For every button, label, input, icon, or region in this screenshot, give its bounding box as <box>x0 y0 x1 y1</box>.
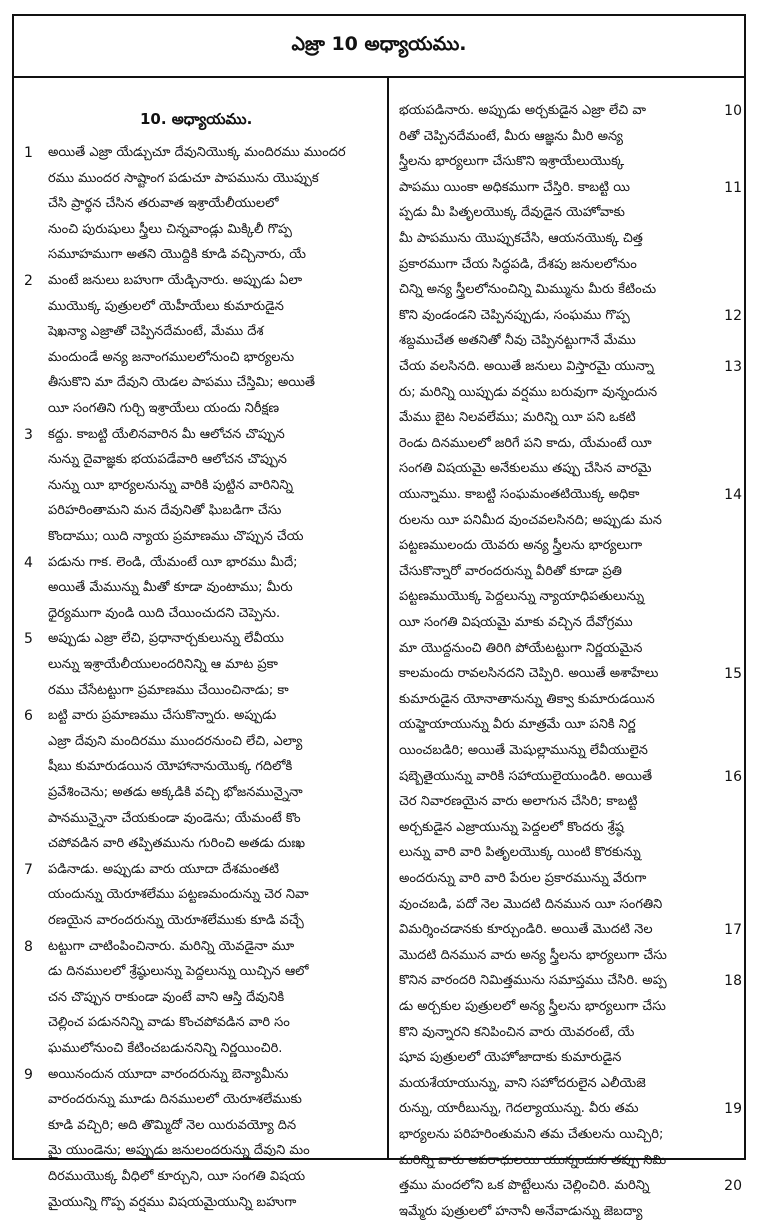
text-line: యీ సంగతిని గుర్చి ఇశ్రాయేలు యందు నిరీక్షణ <box>48 401 280 416</box>
text-line: రెండు దినములలో జరిగే పని కాదు, యేమంటే యీ <box>399 435 652 451</box>
text-line: రు; మరిన్ని యిప్పుడు వర్షము బరువుగా వున్నందున <box>399 384 658 400</box>
text-line: అయితే మేమున్ను మీతో కూడా వుంటాము; మీరు <box>48 580 293 596</box>
verse-number: 18 <box>724 973 742 990</box>
text-line: నున్ను యీ భార్యలనున్ను వారికి పుట్టిన వారినిన్ని <box>48 477 293 493</box>
text-line: పానమున్నైనా చేయకుండా వుండెను; యేమంటే కొం <box>48 810 301 826</box>
text-line: స్త్రీలను భార్యలుగా చేసుకొని ఇశ్రాయేలుయొక్క <box>399 154 625 170</box>
text-line: అయితే ఎజ్రా యేడ్చుచూ దేవునియొక్క మందిరము ముందర <box>48 145 346 160</box>
text-line: కొనిన వారందరి నిమిత్తమును సమాప్తము చేసిరి. అప్ప <box>399 973 667 989</box>
text-line: పాపము యింకా అధికముగా చేస్తిరి. కాబట్టి యి <box>399 179 630 195</box>
text-line: యహ్జెయాయున్ను వీరు మాత్రమే యీ పనికి నిర్ణ <box>399 717 636 733</box>
text-line: కొని వున్నారని కనిపించిన వారు యెవరంటే, యే <box>399 1024 635 1040</box>
text-line: రులను యీ పనిమీద వుంచవలసినది; అప్పుడు మన <box>399 512 662 528</box>
text-line: రణయైన వారందరున్ను యెరూశలేముకు కూడి వచ్చే <box>48 913 304 928</box>
text-line: మయశేయాయున్ను, వాని సహోదరులైన ఎలీయెజె <box>399 1075 646 1091</box>
text-line: మేము బైట నిలవలేము; మరిన్ని యీ పని ఒకటి <box>399 410 636 426</box>
text-line: కుమారుడైన యోనాతానున్ను తిక్వా కుమారుడయిన <box>399 691 655 707</box>
text-line: పడును గాక. లెండి, యేమంటే యీ భారము మీదే; <box>48 554 298 570</box>
text-line: కొని వుండండని చెప్పినప్పుడు, సంఘము గొప్ప <box>399 307 630 323</box>
text-line: యీ సంగతి విషయమై మాకు వచ్చిన దేవోగ్రము <box>399 615 633 630</box>
text-line: త్తము మందలోని ఒక పొట్టేలును చెల్లించిరి. మరిన్ని <box>399 1178 650 1194</box>
page-title: ఎజ్రా 10 అధ్యాయము. <box>14 16 744 78</box>
text-line: ముయొక్క పుత్రులలో యెహీయేలు కుమారుడైన <box>48 298 284 314</box>
text-line: మైయున్ని గొప్ప వర్షము విషయమైయున్ని బహుగా <box>48 1194 297 1210</box>
text-line: రము ముందర సాష్టాంగ పడుచూ పాపమును యొప్పుక <box>48 170 319 186</box>
text-line: ప్పడు మీ పితృలయొక్క దేవుడైన యెహోవాకు <box>399 205 625 221</box>
text-line: లున్ను వారి వారి పితృలయొక్క యింటి కొరకున్ను <box>399 845 641 861</box>
verse-number: 7 <box>24 861 33 878</box>
text-line: పట్టణముయొక్క పెద్దలున్ను న్యాయాధిపతులున్ను <box>399 589 645 605</box>
text-line: మై యుండెను; అప్పుడు జనులందరున్ను దేవుని మం <box>48 1143 310 1159</box>
verse-number: 3 <box>24 426 33 443</box>
text-line: కూడి వచ్చిరి; అది తొమ్మిదో నెల యిరువయ్యో దిన <box>48 1117 297 1133</box>
text-line: షీబు కుమారుడయిన యోహానానుయొక్క గదిలోకి <box>48 759 293 775</box>
text-line: షబ్బెతైయున్ను వారికి సహాయులైయుండిరి. అయితే <box>399 768 653 784</box>
verse-number: 2 <box>24 273 33 289</box>
verse-number: 12 <box>724 307 742 324</box>
text-line: అర్చకుడైన ఎజ్రాయున్ను పెద్దలలో కొందరు శ్రేష్ఠ <box>399 819 624 835</box>
text-line: పరిహరింతామని మన దేవునితో ఘిబడిగా చేసు <box>48 503 282 519</box>
text-line: నున్ను దైవాజ్ఞకు భయపడేవారి ఆలోచన చొప్పున <box>48 452 287 468</box>
text-line: ఘములోనుంచి కేటించబడుననిన్ని నిర్ణయించిరి. <box>48 1041 283 1056</box>
text-line: భార్యలను పరిహరింతుమని తమ చేతులను యిచ్చిరి; <box>399 1127 664 1142</box>
page-frame <box>12 14 746 1219</box>
verse-number: 14 <box>724 487 742 503</box>
text-line: రము చేసేటట్టుగా ప్రమాణము చేయించినాడు; కా <box>48 682 289 698</box>
text-line: వారందరున్ను మూడు దినములలో యెరూశలేముకు <box>48 1092 302 1108</box>
verse-number: 13 <box>724 359 742 375</box>
text-line: బట్టి వారు ప్రమాణము చేసుకొన్నారు. అప్పుడు <box>48 708 277 724</box>
text-line: మరిన్ని వారు అపరాధులయి యున్నందున తప్పు నిమి <box>399 1152 667 1168</box>
verse-number: 5 <box>24 631 33 648</box>
verse-number: 17 <box>724 922 742 939</box>
text-line: కాలమందు రావలసినదని చెప్పిరి. అయితే అశాహేలు <box>399 666 659 682</box>
text-line: షెఖన్యా ఎజ్రాతో చెప్పినదేమంటే, మేము దేశ <box>48 324 264 340</box>
text-line: యించబడిరి; అయితే మెషుల్లామున్ను లేవీయులైన <box>399 743 648 758</box>
verse-number: 6 <box>24 708 33 725</box>
text-line: భయపడినారు. అప్పుడు అర్చకుడైన ఎజ్రా లేచి వా <box>399 103 646 118</box>
text-line: తీసుకొని మా దేవుని యెడల పాపము చేస్తిమి; అయితే <box>48 375 316 391</box>
text-line: మొదటి దినమున వారు అన్య స్త్రీలను భార్యలుగా చేసు <box>399 947 667 963</box>
text-line: పట్టణములందు యెవరు అన్య స్త్రీలను భార్యలుగా <box>399 538 643 554</box>
text-line: రున్ను, యారీబున్ను, గెదల్యాయున్ను. వీరు తమ <box>399 1101 639 1117</box>
chapter-heading: 10. అధ్యాయము. <box>140 110 253 128</box>
verse-number: 15 <box>724 666 742 683</box>
verse-number: 19 <box>724 1101 742 1118</box>
right-column <box>389 78 744 1219</box>
text-line: డు అర్చకుల పుత్రులలో అన్య స్త్రీలను భార్యలుగా చేసు <box>399 999 666 1014</box>
text-line: యందున్ను యెరూశలేము పట్టణమందున్ను చెర నివా <box>48 887 309 903</box>
text-line: ఇమ్మేరు పుత్రులలో హనానీ అనేవాడున్ను జెబద్యా <box>399 1203 643 1219</box>
verse-number: 10 <box>724 103 742 119</box>
text-line: రితో చెప్పినదేమంటే, మీరు ఆజ్ఞను మీరి అన్య <box>399 128 623 144</box>
text-line: టట్టుగా చాటింపించినారు. మరిన్ని యెవడైనా మూ <box>48 938 295 954</box>
text-line: ప్రకారముగా చేయ సిద్ధపడి, దేశపు జనులలోనుం <box>399 256 637 272</box>
text-line: యున్నాము. కాబట్టి సంఘమంతటియొక్క అధికా <box>399 487 640 502</box>
verse-number: 20 <box>724 1178 742 1195</box>
text-line: లున్ను ఇశ్రాయేలీయులందరినిన్ని ఆ మాట ప్రకా <box>48 657 278 672</box>
text-line: చేసి ప్రార్థన చేసిన తరువాత ఇశ్రాయేలీయులలో <box>48 196 279 212</box>
text-line: మా యొద్దనుంచి తిరిగి పోయేటట్టుగా నిర్ణయమైన <box>399 640 643 656</box>
text-line: చేసుకొన్నారో వారందరున్ను వీరితో కూడా ప్రతి <box>399 563 622 579</box>
text-line: ప్రవేశించెను; అతడు అక్కడికి వచ్చి భోజనమున్నైనా <box>48 785 303 800</box>
text-line: పడినాడు. అప్పుడు వారు యూదా దేశమంతటి <box>48 861 280 877</box>
text-line: సంగతి విషయమై అనేకులము తప్పు చేసిన వారమై <box>399 461 652 477</box>
text-line: మందుండే అన్య జనాంగములలోనుంచి భార్యలను <box>48 349 295 365</box>
verse-number: 1 <box>24 145 33 161</box>
text-line: అప్పుడు ఎజ్రా లేచి, ప్రధానార్చకులున్ను లేవీయు <box>48 631 284 647</box>
text-line: చిన్ని అన్య స్త్రీలలోనుంచిన్ని మిమ్మును మీరు కేటించు <box>399 282 657 298</box>
verse-number: 16 <box>724 768 742 785</box>
text-line: చన చొప్పున రాకుండా వుంటే వాని ఆస్తి దేవునికి <box>48 989 285 1005</box>
text-line: చెర నివారణయైన వారు అలాగున చేసిరి; కాబట్టి <box>399 794 638 810</box>
text-line: డు దినములలో శ్రేష్ఠులున్ను పెద్దలున్ను యిచ్చిన ఆలో <box>48 964 309 980</box>
text-line: దిరముయొక్క వీధిలో కూర్చుని, యీ సంగతి విషయ <box>48 1169 306 1184</box>
verse-number: 11 <box>724 179 742 196</box>
text-line: ఎజ్రా దేవుని మందిరము ముందరనుంచి లేచి, ఎల్యా <box>48 733 303 749</box>
text-line: అయినందున యూదా వారందరున్ను బెన్యామీను <box>48 1066 289 1082</box>
text-line: అందరున్ను వారి వారి పేరుల ప్రకారమున్ను వేరుగా <box>399 871 647 886</box>
text-line: వుంచబడి, పదో నెల మొదటి దినమున యీ సంగతిని <box>399 896 663 912</box>
left-column <box>14 78 387 1210</box>
text-line: కద్దు. కాబట్టి యేలినవారిన మీ ఆలోచన చొప్పున <box>48 426 285 442</box>
text-line: చపోవడిన వారి తప్పితమును గురించి అతడు దుఃఖ <box>48 836 306 852</box>
text-line: నుంచి పురుషులు స్త్రీలు చిన్నవాండ్లు మిక్కిలీ గొప్ప <box>48 221 292 237</box>
text-line: ధైర్యముగా వుండి యిది చేయించుదని చెప్పెను. <box>48 605 281 621</box>
verse-number: 4 <box>24 554 33 571</box>
text-line: సమూహముగా అతని యొద్దికి కూడి వచ్చినారు, యే <box>48 247 306 263</box>
text-line: విమర్శించడానకు కూర్చుండిరి. అయితే మొదటి నెల <box>399 922 653 938</box>
verse-number: 9 <box>24 1066 33 1083</box>
text-line: మంటే జనులు బహుగా యేడ్చినారు. అప్పుడు ఏలా <box>48 273 303 288</box>
verse-number: 8 <box>24 938 33 955</box>
text-line: చెల్లించ పడుననిన్ని వాడు కొంచపోవడిన వారి సం <box>48 1015 290 1031</box>
text-line: చేయ వలసినది. అయితే జనులు విస్తారమై యున్నా <box>399 359 654 374</box>
text-line: షూవ పుత్రులలో యెహోజాదాకు కుమారుడైన <box>399 1050 622 1066</box>
text-line: శబ్దముచేత అతనితో నీవు చెప్పినట్టుగానే మేము <box>399 333 636 349</box>
text-line: మీ పాపమును యొప్పుకచేసి, ఆయనయొక్క చిత్త <box>399 231 643 246</box>
text-line: కొందాము; యిది న్యాయ ప్రమాణము చొప్పున చేయ <box>48 529 304 544</box>
